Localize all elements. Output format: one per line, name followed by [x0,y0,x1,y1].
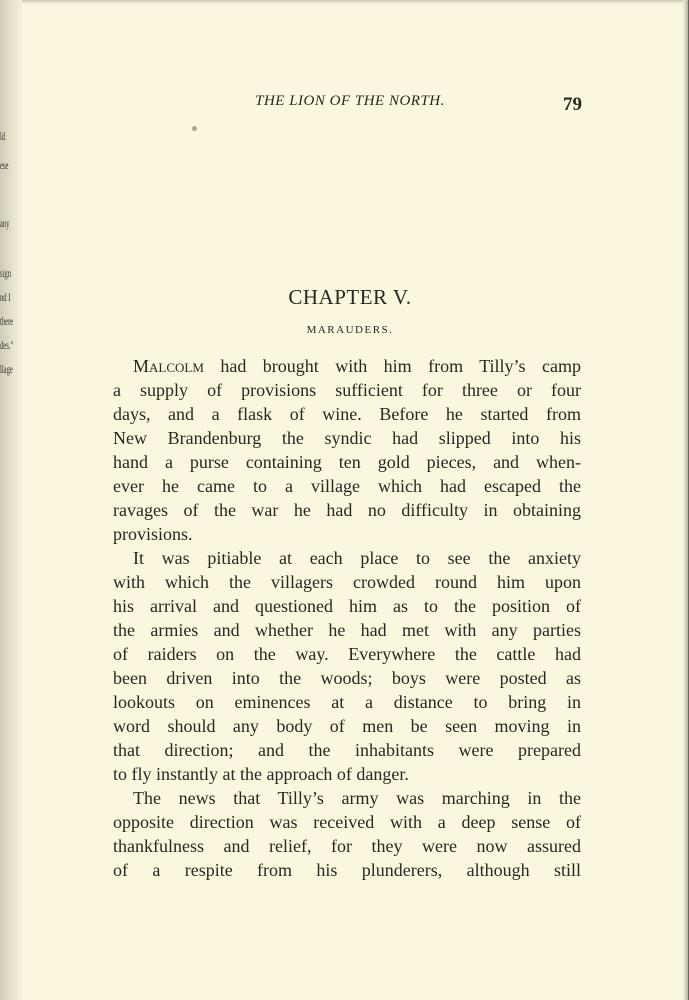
text-line: hand a purse containing ten gold pieces, and when- [113,452,581,472]
lead-word: Malcolm [133,356,204,376]
text-line: opposite direction was received with a deep sense of [113,812,581,832]
bleed-through-fragment: sign [0,266,12,280]
page-top-edge [22,0,689,4]
text-line: ravages of the war he had no difficulty in obtaining [113,500,581,520]
text-line: a supply of provisions sufficient for three or four [113,380,581,400]
bleed-through-fragment: llage [0,362,13,376]
text-line: ever he came to a village which had escaped the [113,476,581,496]
text-line: of raiders on the way. Everywhere the cattle had [113,644,581,664]
text-line: the armies and whether he had met with any parties [113,620,581,640]
page-gutter [0,0,22,1000]
page-number: 79 [563,94,582,115]
text-line: It was pitiable at each place to see the anxiety [133,548,581,568]
line-rest: had brought with him from Tilly’s camp [203,356,581,376]
page-right-edge [683,0,689,1000]
text-line: that direction; and the inhabitants were prepared [113,740,581,760]
text-line: New Brandenburg the syndic had slipped into his [113,428,581,448]
paper-speck [192,126,197,131]
text-line: with which the villagers crowded round him upon [113,572,581,592]
text-line: of a respite from his plunderers, although still [113,860,581,880]
bleed-through-fragment: ld [0,129,6,143]
bleed-through-fragment: any [0,216,10,230]
bleed-through-fragment: des." [0,338,14,352]
text-line: to fly instantly at the approach of danger. [113,764,409,784]
text-line: provisions. [113,524,193,544]
running-head: THE LION OF THE NORTH. [255,93,445,109]
chapter-title: CHAPTER V. [288,285,412,309]
chapter-subtitle: MARAUDERS. [306,324,394,336]
text-line: thankfulness and relief, for they were now assured [113,836,581,856]
text-line: days, and a flask of wine. Before he started from [113,404,581,424]
text-line [113,354,581,378]
bleed-through-fragment: ese [0,158,9,172]
text-line: The news that Tilly’s army was marching in the [133,788,581,808]
text-line: been driven into the woods; boys were posted as [113,668,581,688]
text-line: word should any body of men be seen moving in [113,716,581,736]
text-line: his arrival and questioned him as to the position of [113,596,581,616]
bleed-through-fragment: there [0,314,14,328]
text-line: lookouts on eminences at a distance to bring in [113,692,581,712]
body-text [113,354,581,882]
bleed-through-fragment: nd I [0,290,11,304]
